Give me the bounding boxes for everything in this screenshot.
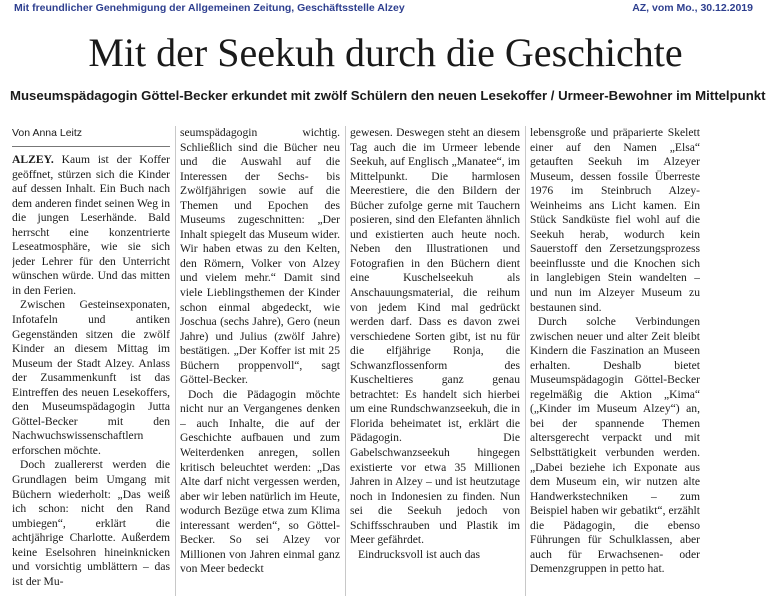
- publication-date: AZ, vom Mo., 30.12.2019: [632, 2, 753, 14]
- byline-rule: [12, 146, 170, 147]
- article-columns: [12, 126, 761, 596]
- column-divider: [175, 126, 176, 596]
- headline: Mit der Seekuh durch die Geschichte: [88, 30, 683, 75]
- article-column-2: [180, 126, 340, 596]
- article-column-4: [530, 126, 700, 596]
- column-divider: [525, 126, 526, 596]
- paragraph: Eindrucksvoll ist auch das: [358, 547, 481, 561]
- permission-credit: Mit freundlicher Genehmigung der Allgemeinen Zeitung, Geschäftsstelle Alzey: [14, 2, 405, 14]
- article-column-3: [350, 126, 520, 596]
- subheadline: Museumspädagogin Göttel-Becker erkundet mit zwölf Schülern den neuen Lesekoffer / Urmeer-Bewohner im Mittelpunkt: [10, 88, 766, 103]
- paragraph-text: Kaum ist der Koffer geöffnet, stürzen sich die Kinder auf dessen Inhalt. Ein Buch nach dem anderen findet seinen Weg in die jungen Leserhände. Bald herrscht eine konzentrierte Leseatmosphäre, wie sie sich jeder Lehrer für den Unterricht wünschen würde. Und das mitten in den Ferien.: [12, 153, 170, 297]
- article-column-1: [12, 126, 170, 596]
- paragraph: Doch zuallererst werden die Grundlagen beim Umgang mit Büchern wiederholt: „Das weiß ich schon: nicht den Rand umbiegen“, erklärt die achtjährige Charlotte. Außerdem keine Eselsohren hineinknicken und vorsichtig umblättern – das ist der Mu-: [12, 458, 170, 588]
- paragraph: seumspädagogin wichtig. Schließlich sind die Bücher neu und die Auswahl auf die Interessen der Sechs- bis Zwölfjährigen sowie auf die Themen und Epochen des Museums zugeschnitten: „Der Inhalt spiegelt das Museum wider. Wir haben etwas zu den Kelten, den Römern, Volker von Alzey und vielem mehr.“ Damit sind viele Lieblingsthemen der Kinder schon einmal abgedeckt, wie Joschua (sechs Jahre), Gero (neun Jahre) und Julius (zwölf Jahre) bestätigen. „Der Koffer ist mit 25 Büchern proppenvoll“, sagt Göttel-Becker.: [180, 126, 340, 387]
- column-divider: [345, 126, 346, 596]
- paragraph: lebensgroße und präparierte Skelett einer auf den Namen „Elsa“ getauften Seekuh im Alzeyer Museum, dessen fossile Überreste 1976 im Steinbruch Alzey-Weinheims ans Licht kamen. Ein Stück Sandküste fiel wohl auf die Seekuh herab, wodurch kein Sauerstoff den Zersetzungsprozess beeinflusste und die Knochen sich in langlebigen Stein wandelten – und nun im Alzeyer Museum zu bestaunen sind.: [530, 126, 700, 314]
- top-bar: [0, 0, 771, 16]
- paragraph: [12, 153, 170, 298]
- paragraph: Durch solche Verbindungen zwischen neuer und alter Zeit bleibt Kindern die Faszination an Museen erhalten. Deshalb bietet Museumspädagogin Göttel-Becker regelmäßig die Aktion „Kima“ („Kinder im Museum Alzey“) an, bei der spannende Themen altersgerecht verpackt und mit Selbsttätigkeit verbunden werden. „Dabei beziehe ich Exponate aus dem Museum ein, wir nutzen alte Handwerkstechniken – zum Beispiel haben wir gebatikt“, erzählt die Pädagogin, die ebenso Führungen für Schulklassen, aber auch für Erwachsenen- oder Demenzgruppen in petto hat.: [530, 315, 700, 576]
- paragraph: Doch die Pädagogin möchte nicht nur an Vergangenes denken – auch Inhalte, die auf der Geschichte aufbauen und zum Weiterdenken anregen, sollen kritisch beleuchtet werden: „Das Alte darf nicht vergessen werden, aber wir leben natürlich im Heute, wodurch Bezüge etwa zum Klima interessant werden“, so Göttel-Becker. So sei Alzey vor Millionen von Jahren einmal ganz von Meer bedeckt: [180, 387, 340, 576]
- paragraph: Zwischen Gesteinsexponaten, Infotafeln und antiken Gegenständen sitzen die zwölf Kinder an diesem Mittag im Museum der Stadt Alzey. Anlass der Zusammenkunft ist das Eintreffen des neuen Lesekoffers, den Museumspädagogin Jutta Göttel-Becker mit den Nachwuchswissenschaftlern erforschen möchte.: [12, 298, 170, 457]
- dateline: ALZEY.: [12, 153, 54, 166]
- author-byline: Von Anna Leitz: [12, 127, 83, 139]
- paragraph: gewesen. Deswegen steht an diesem Tag auch die im Urmeer lebende Seekuh, auf Englisch „Manatee“, im Mittelpunkt. Die harmlosen Meerestiere, die den Bildern der Bücher zufolge gerne mit Tauchern posieren, sind den Elefanten ähnlich und existierten auch heute noch. Neben den Illustrationen und Fotografien in den Büchern dient eine Kuschelseekuh als Anschauungsmaterial, die reihum von jedem Kind mal gedrückt werden darf. Dass es davon zwei verschiedene Sorten gibt, ist nu für die elfjährige Ronja, die Schwanzflossenform des Kuscheltieres ganz genau betrachtet: Es handelt sich hierbei um eine Rundschwanzseekuh, die in Florida beheimatet ist, erklärt die Pädagogin. Die Gabelschwanzseekuh hingegen existierte vor etwa 35 Millionen Jahren in Alzey – und ist heutzutage noch in Indonesien zu finden. Nun sei die Seekuh jedoch von Schiffsschrauben und Plastik im Meer gefährdet.: [350, 126, 520, 547]
